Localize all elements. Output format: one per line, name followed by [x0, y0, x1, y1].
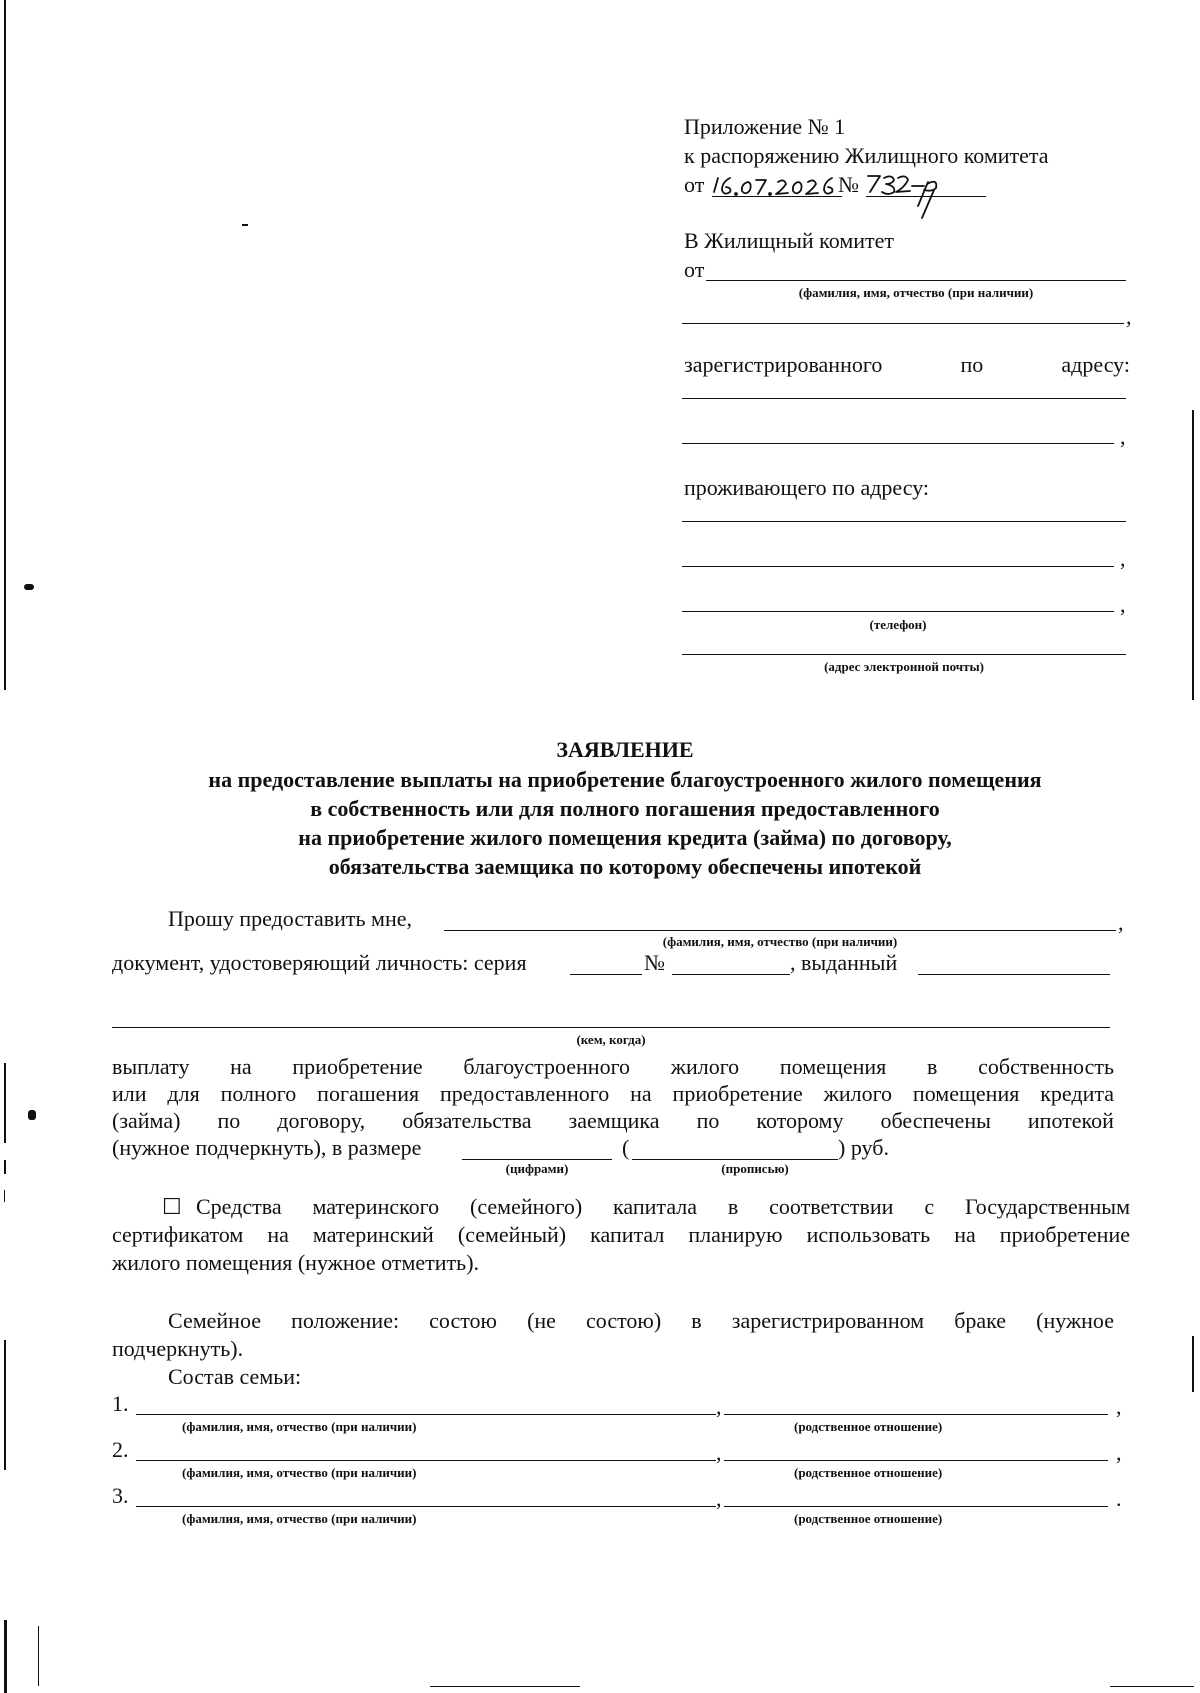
family-relation-caption: (родственное отношение): [794, 1511, 943, 1526]
scan-edge-mark: [4, 1620, 7, 1693]
doc-issued-label: , выданный: [790, 950, 898, 975]
word: положение:: [291, 1308, 400, 1333]
word: помещения: [779, 1054, 887, 1079]
maternity-line-3: жилого помещения (нужное отметить).: [112, 1250, 480, 1275]
doc-issued-line: [918, 974, 1110, 975]
phone-caption: (телефон): [869, 617, 927, 632]
scan-speck: [24, 584, 34, 590]
scan-speck: [242, 224, 248, 226]
word: состою): [586, 1308, 662, 1333]
title-line-1: на предоставление выплаты на приобретение благоустроенного жилого помещения: [208, 767, 1042, 792]
family-relation-line: [724, 1460, 1108, 1461]
word: заемщика: [568, 1108, 660, 1133]
comma: ,: [1120, 592, 1126, 617]
comma: ,: [1118, 910, 1124, 935]
scan-edge-mark: [4, 1190, 5, 1202]
scan-edge-mark: [4, 1160, 6, 1174]
scan-speck: [28, 1110, 36, 1120]
word: на: [230, 1054, 252, 1079]
email-line: [682, 654, 1126, 655]
marital-status-line-2: подчеркнуть).: [112, 1336, 244, 1361]
order-reference: к распоряжению Жилищного комитета: [684, 143, 1049, 168]
word: браке: [954, 1308, 1007, 1333]
applicant-fio-line-2: [682, 323, 1124, 324]
word: по: [696, 1108, 720, 1133]
title-line-3: на приобретение жилого помещения кредита (займа) по договору,: [298, 825, 952, 850]
amount-words-line: [632, 1159, 838, 1160]
scan-edge-mark: [1192, 1336, 1194, 1392]
date-prefix: от: [684, 172, 705, 197]
scan-edge-mark: [4, 1063, 6, 1143]
title-line-2: в собственность или для полного погашения предоставленного: [310, 796, 940, 821]
doc-series-label: документ, удостоверяющий личность: серия: [112, 950, 527, 975]
scan-edge-mark: [1192, 410, 1194, 700]
request-text: Прошу предоставить мне,: [168, 906, 412, 931]
doc-number-label: №: [644, 950, 665, 975]
family-fio-line: [136, 1414, 716, 1415]
family-relation-line: [724, 1506, 1108, 1507]
applicant-fio-line: [706, 280, 1126, 281]
digits-caption: (цифрами): [505, 1161, 569, 1176]
issued-by-caption: (кем, когда): [576, 1032, 646, 1047]
family-fio-line: [136, 1460, 716, 1461]
word: обеспечены: [880, 1108, 991, 1133]
appendix-label: Приложение № 1: [684, 114, 846, 139]
applicant-fio-caption: (фамилия, имя, отчество (при наличии): [798, 285, 1034, 300]
comma: ,: [716, 1486, 722, 1511]
issued-by-line: [112, 1027, 1110, 1028]
amount-label: (нужное подчеркнуть), в размере: [112, 1135, 422, 1160]
rub-label: ) руб.: [838, 1135, 889, 1160]
family-fio-caption: (фамилия, имя, отчество (при наличии): [182, 1511, 417, 1526]
word: обязательства: [402, 1108, 532, 1133]
request-fio-line: [444, 930, 1116, 931]
row-end: ,: [1116, 1440, 1122, 1465]
request-fio-caption: (фамилия, имя, отчество (при наличии): [662, 934, 898, 949]
registered-address-label: [684, 352, 1130, 378]
word: приобретение: [292, 1054, 423, 1079]
row-end: .: [1116, 1486, 1122, 1511]
word: собственность: [978, 1054, 1114, 1079]
family-row-number: 2.: [112, 1437, 129, 1462]
family-composition-label: Состав семьи:: [168, 1364, 302, 1389]
words-caption: (прописью): [721, 1161, 789, 1176]
number-sign: №: [838, 172, 859, 197]
comma: ,: [1120, 424, 1126, 449]
family-row-number: 1.: [112, 1391, 129, 1416]
maternity-line-2: сертификатом на материнский (семейный) капитал планирую использовать на приобретение: [112, 1222, 1130, 1247]
scan-bottom-line: [430, 1686, 580, 1687]
email-caption: (адрес электронной почты): [824, 659, 984, 674]
family-row-number: 3.: [112, 1483, 129, 1508]
word: адресу:: [1061, 352, 1130, 377]
word: ипотекой: [1027, 1108, 1114, 1133]
word: выплату: [112, 1054, 190, 1079]
amount-digits-line: [462, 1159, 612, 1160]
marital-status-line-1: [168, 1308, 1114, 1334]
paren-open: (: [622, 1135, 630, 1160]
word: зарегистрированном: [731, 1308, 925, 1333]
row-end: ,: [1116, 1394, 1122, 1419]
word: состою: [429, 1308, 497, 1333]
word: зарегистрированного: [684, 352, 883, 377]
word: по: [217, 1108, 241, 1133]
scan-bottom-line: [1110, 1686, 1194, 1687]
payment-line-2: или для полного погашения предоставленного на приобретение жилого помещения кредита: [112, 1081, 1114, 1106]
family-relation-caption: (родственное отношение): [794, 1419, 943, 1434]
word: (нужное: [1036, 1308, 1114, 1333]
word: по: [960, 352, 984, 377]
doc-number-line: [672, 974, 790, 975]
phone-line: [682, 611, 1114, 612]
comma: ,: [1120, 546, 1126, 571]
word: которому: [756, 1108, 844, 1133]
document-title: ЗАЯВЛЕНИЕ: [556, 737, 694, 762]
word: Семейное: [168, 1308, 261, 1333]
living-address-line-2: [682, 566, 1114, 567]
maternity-capital-checkbox[interactable]: ☐: [162, 1194, 182, 1219]
payment-line-1: [112, 1054, 1114, 1080]
addressee-committee: В Жилищный комитет: [684, 228, 895, 253]
family-fio-line: [136, 1506, 716, 1507]
word: благоустроенного: [463, 1054, 631, 1079]
living-address-label: проживающего по адресу:: [684, 475, 930, 500]
doc-series-line: [570, 974, 642, 975]
word: (займа): [112, 1108, 181, 1133]
scan-edge-mark: [4, 1340, 6, 1470]
registered-address-line-1: [682, 398, 1126, 399]
handwritten-date-number: [708, 160, 1008, 222]
comma: ,: [716, 1440, 722, 1465]
scan-edge-mark: [4, 0, 6, 690]
payment-line-3: [112, 1108, 1114, 1134]
word: (не: [527, 1308, 556, 1333]
family-fio-caption: (фамилия, имя, отчество (при наличии): [182, 1465, 417, 1480]
registered-address-line-2: [682, 443, 1114, 444]
comma: ,: [716, 1394, 722, 1419]
comma: ,: [1126, 304, 1132, 329]
living-address-line-1: [682, 521, 1126, 522]
word: в: [691, 1308, 702, 1333]
word: в: [927, 1054, 938, 1079]
addressee-from-label: от: [684, 257, 705, 282]
word: жилого: [670, 1054, 740, 1079]
family-relation-caption: (родственное отношение): [794, 1465, 943, 1480]
scan-edge-mark: [38, 1626, 39, 1686]
family-relation-line: [724, 1414, 1108, 1415]
word: договору,: [277, 1108, 366, 1133]
title-line-4: обязательства заемщика по которому обеспечены ипотекой: [328, 854, 922, 879]
maternity-line-1: Средства материнского (семейного) капитала в соответствии с Государственным: [196, 1194, 1130, 1219]
family-fio-caption: (фамилия, имя, отчество (при наличии): [182, 1419, 417, 1434]
